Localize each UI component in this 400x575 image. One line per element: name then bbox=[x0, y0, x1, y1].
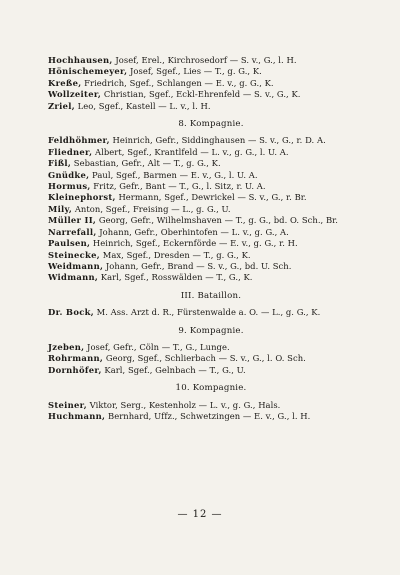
list-entry bbox=[48, 66, 374, 77]
list-entry bbox=[48, 342, 374, 353]
list-entry bbox=[48, 227, 374, 238]
entry-surname: Wollzeiter, bbox=[48, 89, 102, 100]
list-entry bbox=[48, 272, 374, 283]
entry-surname: Mily, bbox=[48, 203, 73, 214]
entry-surname: Steinecke, bbox=[48, 249, 100, 260]
entry-details: Josef, Sgef., Lies — T., g. G., K. bbox=[127, 66, 262, 77]
entry-details: Fritz, Gefr., Bant — T., G., l. Sitz, r. U. A. bbox=[90, 181, 266, 192]
entry-surname: Dr. Bock, bbox=[48, 307, 94, 318]
list-entry bbox=[48, 181, 374, 192]
list-entry bbox=[48, 204, 374, 215]
entry-surname: Hönischemeyer, bbox=[48, 66, 128, 77]
entry-details: Johann, Gefr., Oberhintofen — L. v., g. G., A. bbox=[96, 226, 289, 237]
entry-details: Christian, Sgef., Eckl-Ehrenfeld — S. v., G., K. bbox=[101, 89, 301, 100]
entry-surname: Jzeben, bbox=[48, 341, 85, 352]
entry-surname: Kreße, bbox=[48, 77, 82, 88]
page-number: — 12 — bbox=[177, 509, 223, 520]
entry-surname: Weidmann, bbox=[48, 260, 104, 271]
entry-surname: Gnüdke, bbox=[48, 169, 90, 180]
list-entry bbox=[48, 101, 374, 112]
list-entry bbox=[48, 307, 374, 318]
section-9-kompagnie bbox=[48, 342, 374, 376]
entry-details: Leo, Sgef., Kastell — L. v., l. H. bbox=[74, 100, 211, 111]
section-10-kompagnie bbox=[48, 400, 374, 423]
entry-details: Heinrich, Sgef., Eckernförde — E. v., g. G., r. H. bbox=[90, 238, 298, 249]
list-entry bbox=[48, 400, 374, 411]
entry-surname: Zriel, bbox=[48, 100, 75, 111]
list-entry bbox=[48, 411, 374, 422]
list-entry bbox=[48, 215, 374, 226]
entry-details: Karl, Sgef., Rosswälden — T., G., K. bbox=[98, 272, 253, 283]
list-entry bbox=[48, 135, 374, 146]
entry-surname: Dornhöfer, bbox=[48, 364, 102, 375]
list-entry bbox=[48, 353, 374, 364]
list-entry bbox=[48, 78, 374, 89]
entry-details: Hermann, Sgef., Dewrickel — S. v., G., r. Br. bbox=[115, 192, 307, 203]
entry-details: Georg, Sgef., Schlierbach — S. v., G., l. O. Sch. bbox=[103, 353, 306, 364]
entry-surname: Fliedner, bbox=[48, 146, 93, 157]
list-entry bbox=[48, 170, 374, 181]
heading-9-kompagnie: 9. Kompagnie. bbox=[178, 325, 244, 336]
entry-details: Paul, Sgef., Barmen — E. v., G., l. U. A. bbox=[89, 169, 258, 180]
section-8-kompagnie bbox=[48, 135, 374, 283]
entry-surname: Steiner, bbox=[48, 399, 87, 410]
entry-details: Georg, Gefr., Wilhelmshaven — T., g. G., bd. O. Sch., Br. bbox=[96, 215, 339, 226]
entry-surname: Hormus, bbox=[48, 181, 91, 192]
entry-details: Bernhard, Uffz., Schwetzingen — E. v., G., l. H. bbox=[105, 410, 311, 421]
entry-details: M. Ass. Arzt d. R., Fürstenwalde a. O. — L., g. G., K. bbox=[93, 307, 321, 318]
entry-surname: Narrefall, bbox=[48, 226, 97, 237]
entry-surname: Huchmann, bbox=[48, 410, 106, 421]
entry-surname: Hochhausen, bbox=[48, 55, 113, 65]
list-entry bbox=[48, 250, 374, 261]
entry-surname: Widmann, bbox=[48, 272, 99, 283]
list-entry bbox=[48, 365, 374, 376]
entry-details: Sebastian, Gefr., Alt — T., g. G., K. bbox=[71, 158, 221, 169]
heading-iii-bataillon: III. Bataillon. bbox=[180, 290, 242, 301]
entry-details: Karl, Sgef., Gelnbach — T., G., U. bbox=[101, 364, 246, 375]
entry-details: Friedrich, Sgef., Schlangen — E. v., g. G., K. bbox=[81, 77, 274, 88]
entry-details: Johann, Gefr., Brand — S. v., G., bd. U. Sch. bbox=[103, 260, 292, 271]
entry-details: Josef, Erel., Kirchrosedorf — S. v., G., l. H. bbox=[112, 55, 297, 65]
list-entry bbox=[48, 238, 374, 249]
entry-surname: Paulsen, bbox=[48, 238, 91, 249]
list-entry bbox=[48, 89, 374, 100]
list-entry bbox=[48, 55, 374, 66]
list-entry bbox=[48, 261, 374, 272]
heading-10-kompagnie: 10. Kompagnie. bbox=[175, 383, 247, 394]
section-top bbox=[48, 55, 374, 112]
list-entry bbox=[48, 158, 374, 169]
entry-details: Heinrich, Gefr., Siddinghausen — S. v., G., r. D. A. bbox=[109, 135, 326, 146]
entry-surname: Rohrmann, bbox=[48, 353, 104, 364]
section-iii-bataillon bbox=[48, 307, 374, 318]
entry-surname: Fißl, bbox=[48, 158, 72, 169]
list-entry bbox=[48, 192, 374, 203]
heading-8-kompagnie: 8. Kompagnie. bbox=[178, 119, 244, 130]
entry-details: Viktor, Serg., Kestenholz — L. v., g. G., Hals. bbox=[86, 399, 281, 410]
entry-details: Anton, Sgef., Freising — L., g. G., U. bbox=[72, 203, 231, 214]
entry-details: Josef, Gefr., Cöln — T., G., Lunge. bbox=[84, 341, 230, 352]
list-entry bbox=[48, 147, 374, 158]
entry-details: Max, Sgef., Dresden — T., g. G., K. bbox=[100, 249, 251, 260]
entry-details: Albert, Sgef., Krantlfeld — L. v., g. G., l. U. A. bbox=[92, 146, 289, 157]
entry-surname: Müller II, bbox=[48, 215, 97, 226]
casualty-list bbox=[48, 55, 374, 422]
entry-surname: Feldhöhmer, bbox=[48, 135, 110, 146]
entry-surname: Kleinephorst, bbox=[48, 192, 116, 203]
